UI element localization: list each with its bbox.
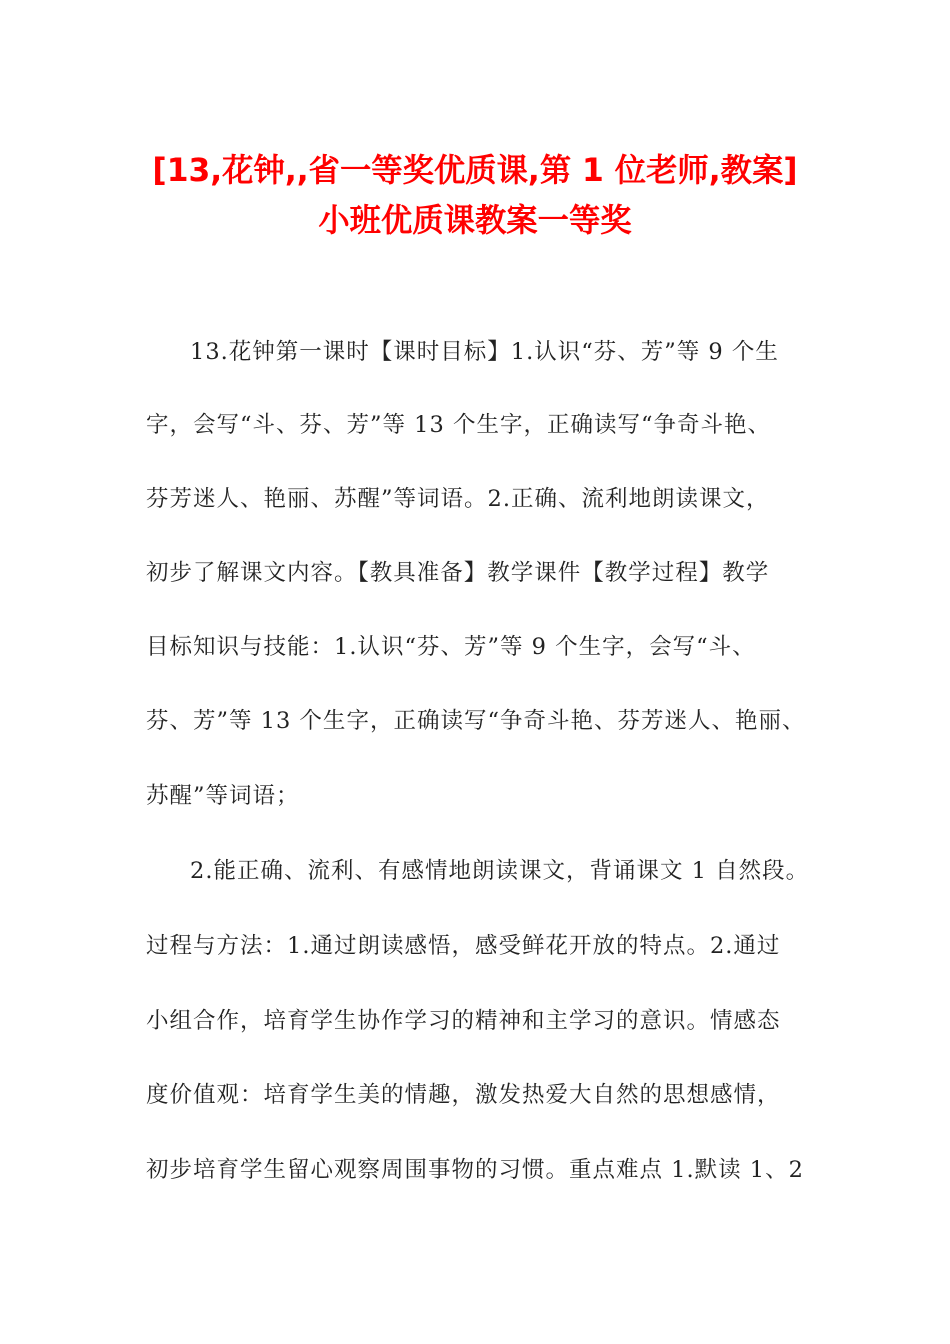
document-title-line-2: 小班优质课教案一等奖 [318, 201, 632, 239]
document-title-line-1: [13,花钟,,省一等奖优质课,第 1 位老师,教案] [152, 151, 798, 189]
body-line-10: 小组合作，培育学生协作学习的精神和主学习的意识。情感态 [146, 1008, 781, 1034]
body-line-2: 字，会写“斗、芬、芳”等 13 个生字，正确读写“争奇斗艳、 [146, 412, 771, 438]
body-line-11: 度价值观：培育学生美的情趣，激发热爱大自然的思想感情， [146, 1082, 781, 1108]
body-line-8: 2.能正确、流利、有感情地朗读课文，背诵课文 1 自然段。 [190, 858, 810, 884]
body-line-9: 过程与方法：1.通过朗读感悟，感受鲜花开放的特点。2.通过 [146, 933, 781, 959]
body-line-7: 苏醒”等词语； [146, 783, 300, 809]
body-line-5: 目标知识与技能：1.认识“芬、芳”等 9 个生字，会写“斗、 [146, 634, 756, 660]
body-line-6: 芬、芳”等 13 个生字，正确读写“争奇斗艳、芬芳迷人、艳丽、 [146, 708, 806, 734]
body-line-4: 初步了解课文内容。【教具准备】教学课件【教学过程】教学 [146, 560, 770, 586]
body-line-3: 芬芳迷人、艳丽、苏醒”等词语。2.正确、流利地朗读课文， [146, 486, 770, 512]
body-line-12: 初步培育学生留心观察周围事物的习惯。重点难点 1.默读 1、2 [146, 1157, 804, 1183]
body-line-1: 13.花钟第一课时【课时目标】1.认识“芬、芳”等 9 个生 [190, 339, 779, 365]
